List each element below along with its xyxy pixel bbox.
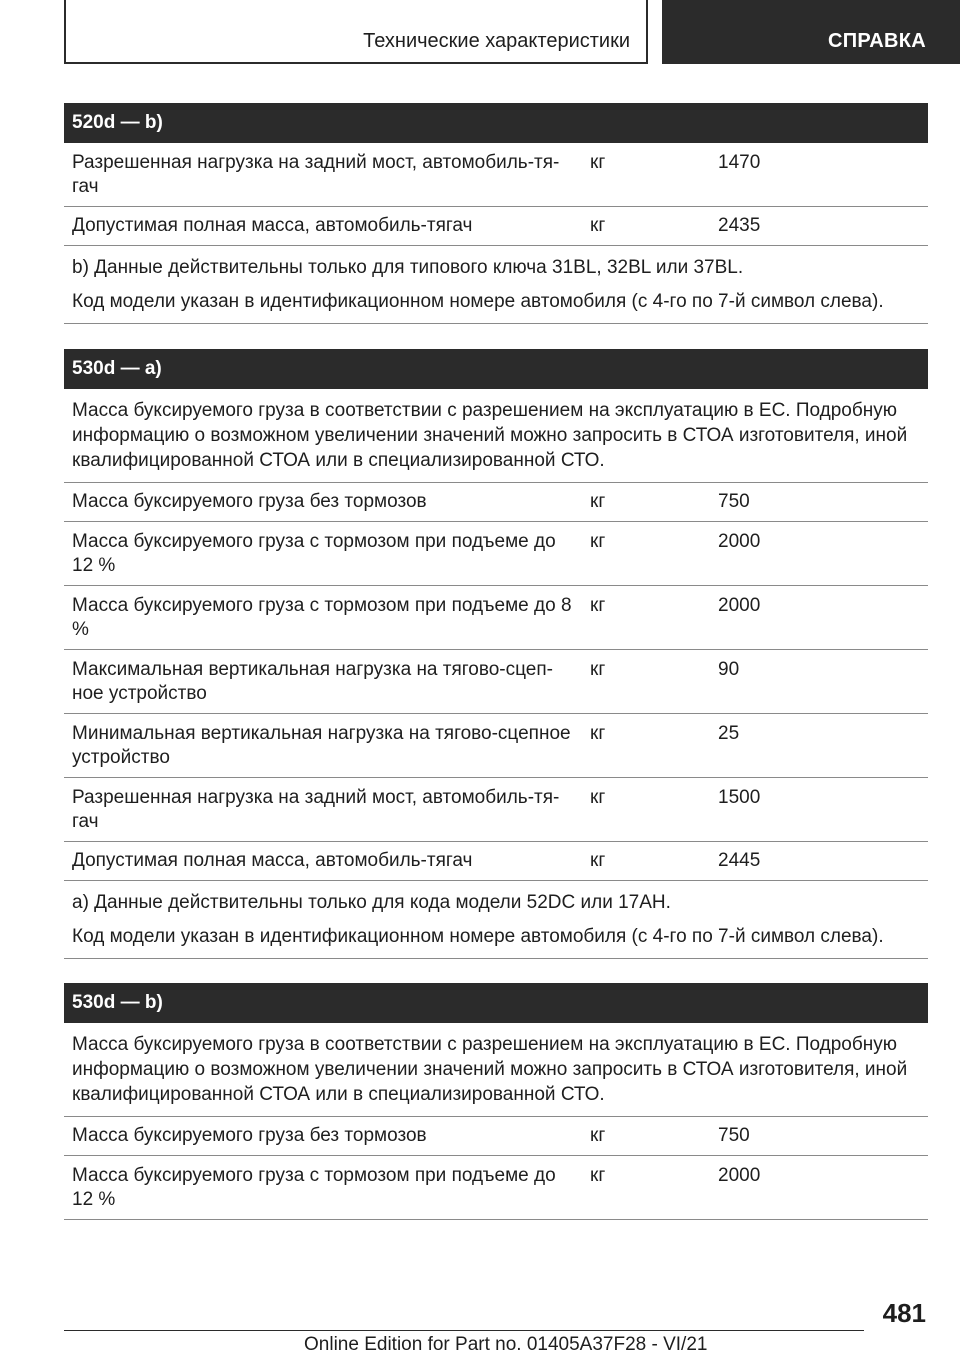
table-row xyxy=(64,143,928,207)
row-value: 1470 xyxy=(718,152,761,173)
page-number: 481 xyxy=(882,1298,926,1328)
row-name: Масса буксируемого груза с тормозом при подъеме до 8 % xyxy=(72,595,572,640)
row-name: Масса буксируемого груза с тормозом при подъеме до 12 % xyxy=(72,1165,556,1210)
table-intro xyxy=(64,1023,928,1117)
row-unit: кг xyxy=(590,215,606,236)
row-value: 1500 xyxy=(718,787,761,808)
header-section-title: Технические характеристики xyxy=(363,30,630,52)
table-row xyxy=(64,842,928,881)
intro-text: Масса буксируемого груза в соответствии с разрешением на эксплуатацию в ЕС. Подробную информацию о возможном увеличении значений можно запросить в СТОА изготовителя, иной квалифицированной СТОА или в специализированной СТО. xyxy=(72,400,908,471)
table-intro xyxy=(64,389,928,483)
row-unit: кг xyxy=(590,1125,606,1146)
row-value: 2000 xyxy=(718,531,761,552)
row-unit: кг xyxy=(590,531,606,552)
table-title: 530d — a) xyxy=(64,349,928,389)
footer-divider xyxy=(64,1330,864,1331)
table-row xyxy=(64,522,928,586)
table-footnote xyxy=(64,246,928,324)
row-name: Масса буксируемого груза без тормозов xyxy=(72,491,427,512)
header-tab[interactable] xyxy=(662,0,960,64)
table-title: 530d — b) xyxy=(64,983,928,1023)
table-530d-a xyxy=(64,349,928,959)
table-row xyxy=(64,207,928,246)
intro-text: Масса буксируемого груза в соответствии с разрешением на эксплуатацию в ЕС. Подробную информацию о возможном увеличении значений можно запросить в СТОА изготовителя, иной квалифицированной СТОА или в специализированной СТО. xyxy=(72,1034,908,1105)
table-row xyxy=(64,586,928,650)
row-unit: кг xyxy=(590,787,606,808)
row-unit: кг xyxy=(590,850,606,871)
row-unit: кг xyxy=(590,1165,606,1186)
row-name: Максимальная вертикальная нагрузка на тягово-сцеп-ное устройство xyxy=(72,659,553,704)
header-tab-label: СПРАВКА xyxy=(827,30,926,52)
footer-edition: Online Edition for Part no. 01405A37F28 - VI/21 xyxy=(304,1334,708,1355)
table-row xyxy=(64,778,928,842)
row-name: Масса буксируемого груза с тормозом при подъеме до 12 % xyxy=(72,531,556,576)
row-unit: кг xyxy=(590,595,606,616)
row-value: 90 xyxy=(718,659,740,680)
header-section-box xyxy=(64,0,648,64)
row-name: Допустимая полная масса, автомобиль-тягач xyxy=(72,215,473,236)
row-name: Разрешенная нагрузка на задний мост, автомобиль-тя-гач xyxy=(72,152,560,197)
table-530d-b xyxy=(64,983,928,1220)
row-value: 2000 xyxy=(718,1165,761,1186)
footnote-line: a) Данные действительны только для кода модели 52DC или 17AH. xyxy=(72,892,671,913)
footnote-line: Код модели указан в идентификационном номере автомобиля (с 4-го по 7-й символ слева). xyxy=(72,926,884,947)
table-row xyxy=(64,1156,928,1220)
table-footnote xyxy=(64,881,928,959)
row-value: 2000 xyxy=(718,595,761,616)
table-row xyxy=(64,1117,928,1156)
row-name: Минимальная вертикальная нагрузка на тягово-сцепное устройство xyxy=(72,723,571,768)
row-value: 750 xyxy=(718,1125,750,1146)
row-unit: кг xyxy=(590,491,606,512)
row-value: 2445 xyxy=(718,850,761,871)
row-name: Разрешенная нагрузка на задний мост, автомобиль-тя-гач xyxy=(72,787,560,832)
row-name: Допустимая полная масса, автомобиль-тягач xyxy=(72,850,473,871)
row-value: 2435 xyxy=(718,215,761,236)
row-unit: кг xyxy=(590,152,606,173)
footnote-line: b) Данные действительны только для типового ключа 31BL, 32BL или 37BL. xyxy=(72,257,744,278)
row-value: 750 xyxy=(718,491,750,512)
row-name: Масса буксируемого груза без тормозов xyxy=(72,1125,427,1146)
table-520d-b xyxy=(64,103,928,324)
table-title: 520d — b) xyxy=(64,103,928,143)
row-unit: кг xyxy=(590,659,606,680)
table-row xyxy=(64,483,928,522)
table-row xyxy=(64,714,928,778)
row-unit: кг xyxy=(590,723,606,744)
table-row xyxy=(64,650,928,714)
row-value: 25 xyxy=(718,723,740,744)
footnote-line: Код модели указан в идентификационном номере автомобиля (с 4-го по 7-й символ слева). xyxy=(72,291,884,312)
